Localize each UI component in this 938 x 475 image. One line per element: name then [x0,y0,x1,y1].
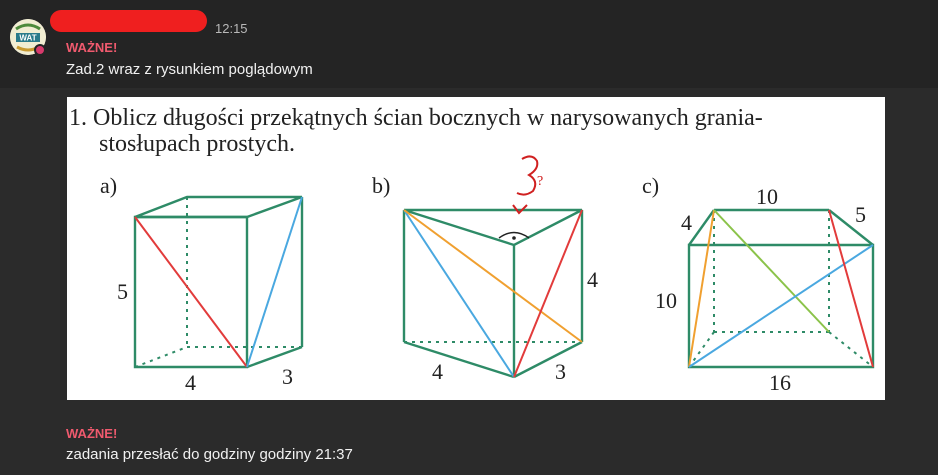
fig-c-height: 10 [655,288,677,313]
prism-a [100,173,302,395]
prism-c [642,173,873,395]
attached-image[interactable] [67,97,885,400]
fig-a-base-front: 4 [185,370,196,395]
fig-b-label: b) [372,173,391,198]
message-timestamp: 12:15 [215,21,248,36]
fig-a-base-side: 3 [282,364,293,389]
fig-b-base-right: 3 [555,359,566,384]
redacted-username [50,10,207,32]
fig-b-base-left: 4 [432,359,443,384]
message-text: Zad.2 wraz z rysunkiem poglądowym [66,61,313,78]
avatar-text: WAT [19,33,37,43]
message-1 [0,0,938,88]
exercise-line-1: 1. Oblicz długości przekątnych ścian bocznych w narysowanych grania- [69,105,763,131]
message-text: zadania przesłać do godziny godziny 21:37 [66,446,353,463]
fig-b-annotation: ? [537,174,544,189]
important-label: WAŻNE! [66,426,118,441]
fig-c-label: c) [642,173,660,198]
fig-c-bottom: 16 [769,370,791,395]
fig-b-height: 4 [587,267,598,292]
prism-b [372,156,598,384]
status-badge [34,44,46,56]
fig-a-label: a) [100,173,118,198]
fig-a-height: 5 [117,279,128,304]
fig-c-top-left: 4 [681,210,692,235]
important-label: WAŻNE! [66,40,118,55]
fig-c-top-right: 5 [855,202,866,227]
exercise-line-2: stosłupach prostych. [99,131,295,157]
message-2 [0,412,938,475]
fig-c-top: 10 [756,184,778,209]
